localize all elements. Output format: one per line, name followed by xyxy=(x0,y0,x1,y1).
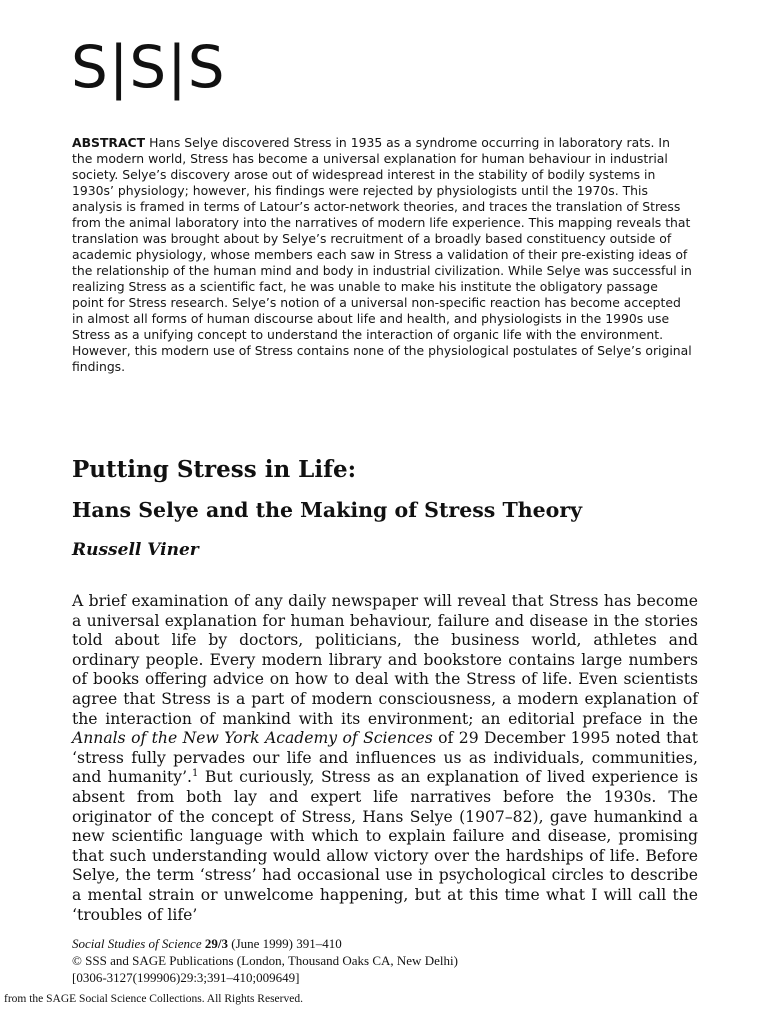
article-subtitle: Hans Selye and the Making of Stress Theory xyxy=(72,498,583,522)
footer-notice: from the SAGE Social Science Collections. All Rights Reserved. xyxy=(4,993,303,1005)
body-paragraph xyxy=(72,592,698,925)
body-text-part-1: A brief examination of any daily newspaper will reveal that Stress has become a universal explanation for human behaviour, failure and disease in the stories told about life by doctors, politicians, the business world, athletes and ordinary people. Every modern library and bookstore contains large numbers of books offering advice on how to deal with the Stress of life. Even scientists agree that Stress is a part of modern consciousness, a modern explanation of the interaction of mankind with its environment; an editorial preface in the xyxy=(72,592,698,728)
article-title: Putting Stress in Life: xyxy=(72,456,357,483)
body-text-part-3: But curiously, Stress as an explanation of lived experience is absent from both lay and expert life narratives before the 1930s. The originator of the concept of Stress, Hans Selye (1907–82), gave humankind a new scientific language with which to explain failure and disease, promising that such understanding would allow victory over the hardships of life. Before Selye, the term ‘stress’ had occasional use in psychological circles to describe a mental strain or unwelcome happening, but at this time what I will call the ‘troubles of life’ xyxy=(72,768,698,924)
author-name: Russell Viner xyxy=(72,540,199,560)
footnote-marker[interactable]: 1 xyxy=(192,768,199,780)
citation-date-pages: (June 1999) 391–410 xyxy=(231,936,342,951)
citation-journal: Social Studies of Science xyxy=(72,936,202,951)
abstract xyxy=(72,135,692,375)
citation-copyright: © SSS and SAGE Publications (London, Thousand Oaks CA, New Delhi) xyxy=(72,953,458,968)
body-text-part-2: of 29 December 1995 noted that ‘stress fully pervades our life and influences us as individuals, communities, and humanity’. xyxy=(72,729,698,787)
citation-code: [0306-3127(199906)29:3;391–410;009649] xyxy=(72,970,300,985)
citation-line-1 xyxy=(72,935,458,952)
citation-block xyxy=(72,935,458,986)
journal-logo: S|S|S xyxy=(71,33,226,101)
abstract-text: Hans Selye discovered Stress in 1935 as a syndrome occurring in laboratory rats. In the modern world, Stress has become a universal explanation for human behaviour in industrial society. Selye’s discovery arose out of widespread interest in the stability of bodily systems in 1930s’ physiology; however, his findings were rejected by physiologists until the 1970s. This analysis is framed in terms of Latour’s actor-network theories, and traces the translation of Stress from the animal laboratory into the narratives of modern life experience. This mapping reveals that translation was brought about by Selye’s recruitment of a broadly based constituency outside of academic physiology, whose members each saw in Stress a validation of their pre-existing ideas of the relationship of the human mind and body in industrial civilization. While Selye was successful in realizing Stress as a scientific fact, he was unable to make his institute the obligatory passage point for Stress research. Selye’s notion of a universal non-specific reaction has become accepted in almost all forms of human discourse about life and health, and physiologists in the 1990s use Stress as a unifying concept to understand the interaction of organic life with the environment. However, this modern use of Stress contains none of the physiological postulates of Selye’s original findings. xyxy=(72,135,692,374)
citation-volume: 29/3 xyxy=(204,936,228,951)
abstract-label: ABSTRACT xyxy=(72,135,146,150)
journal-name-italic: Annals of the New York Academy of Sciences xyxy=(72,729,433,748)
